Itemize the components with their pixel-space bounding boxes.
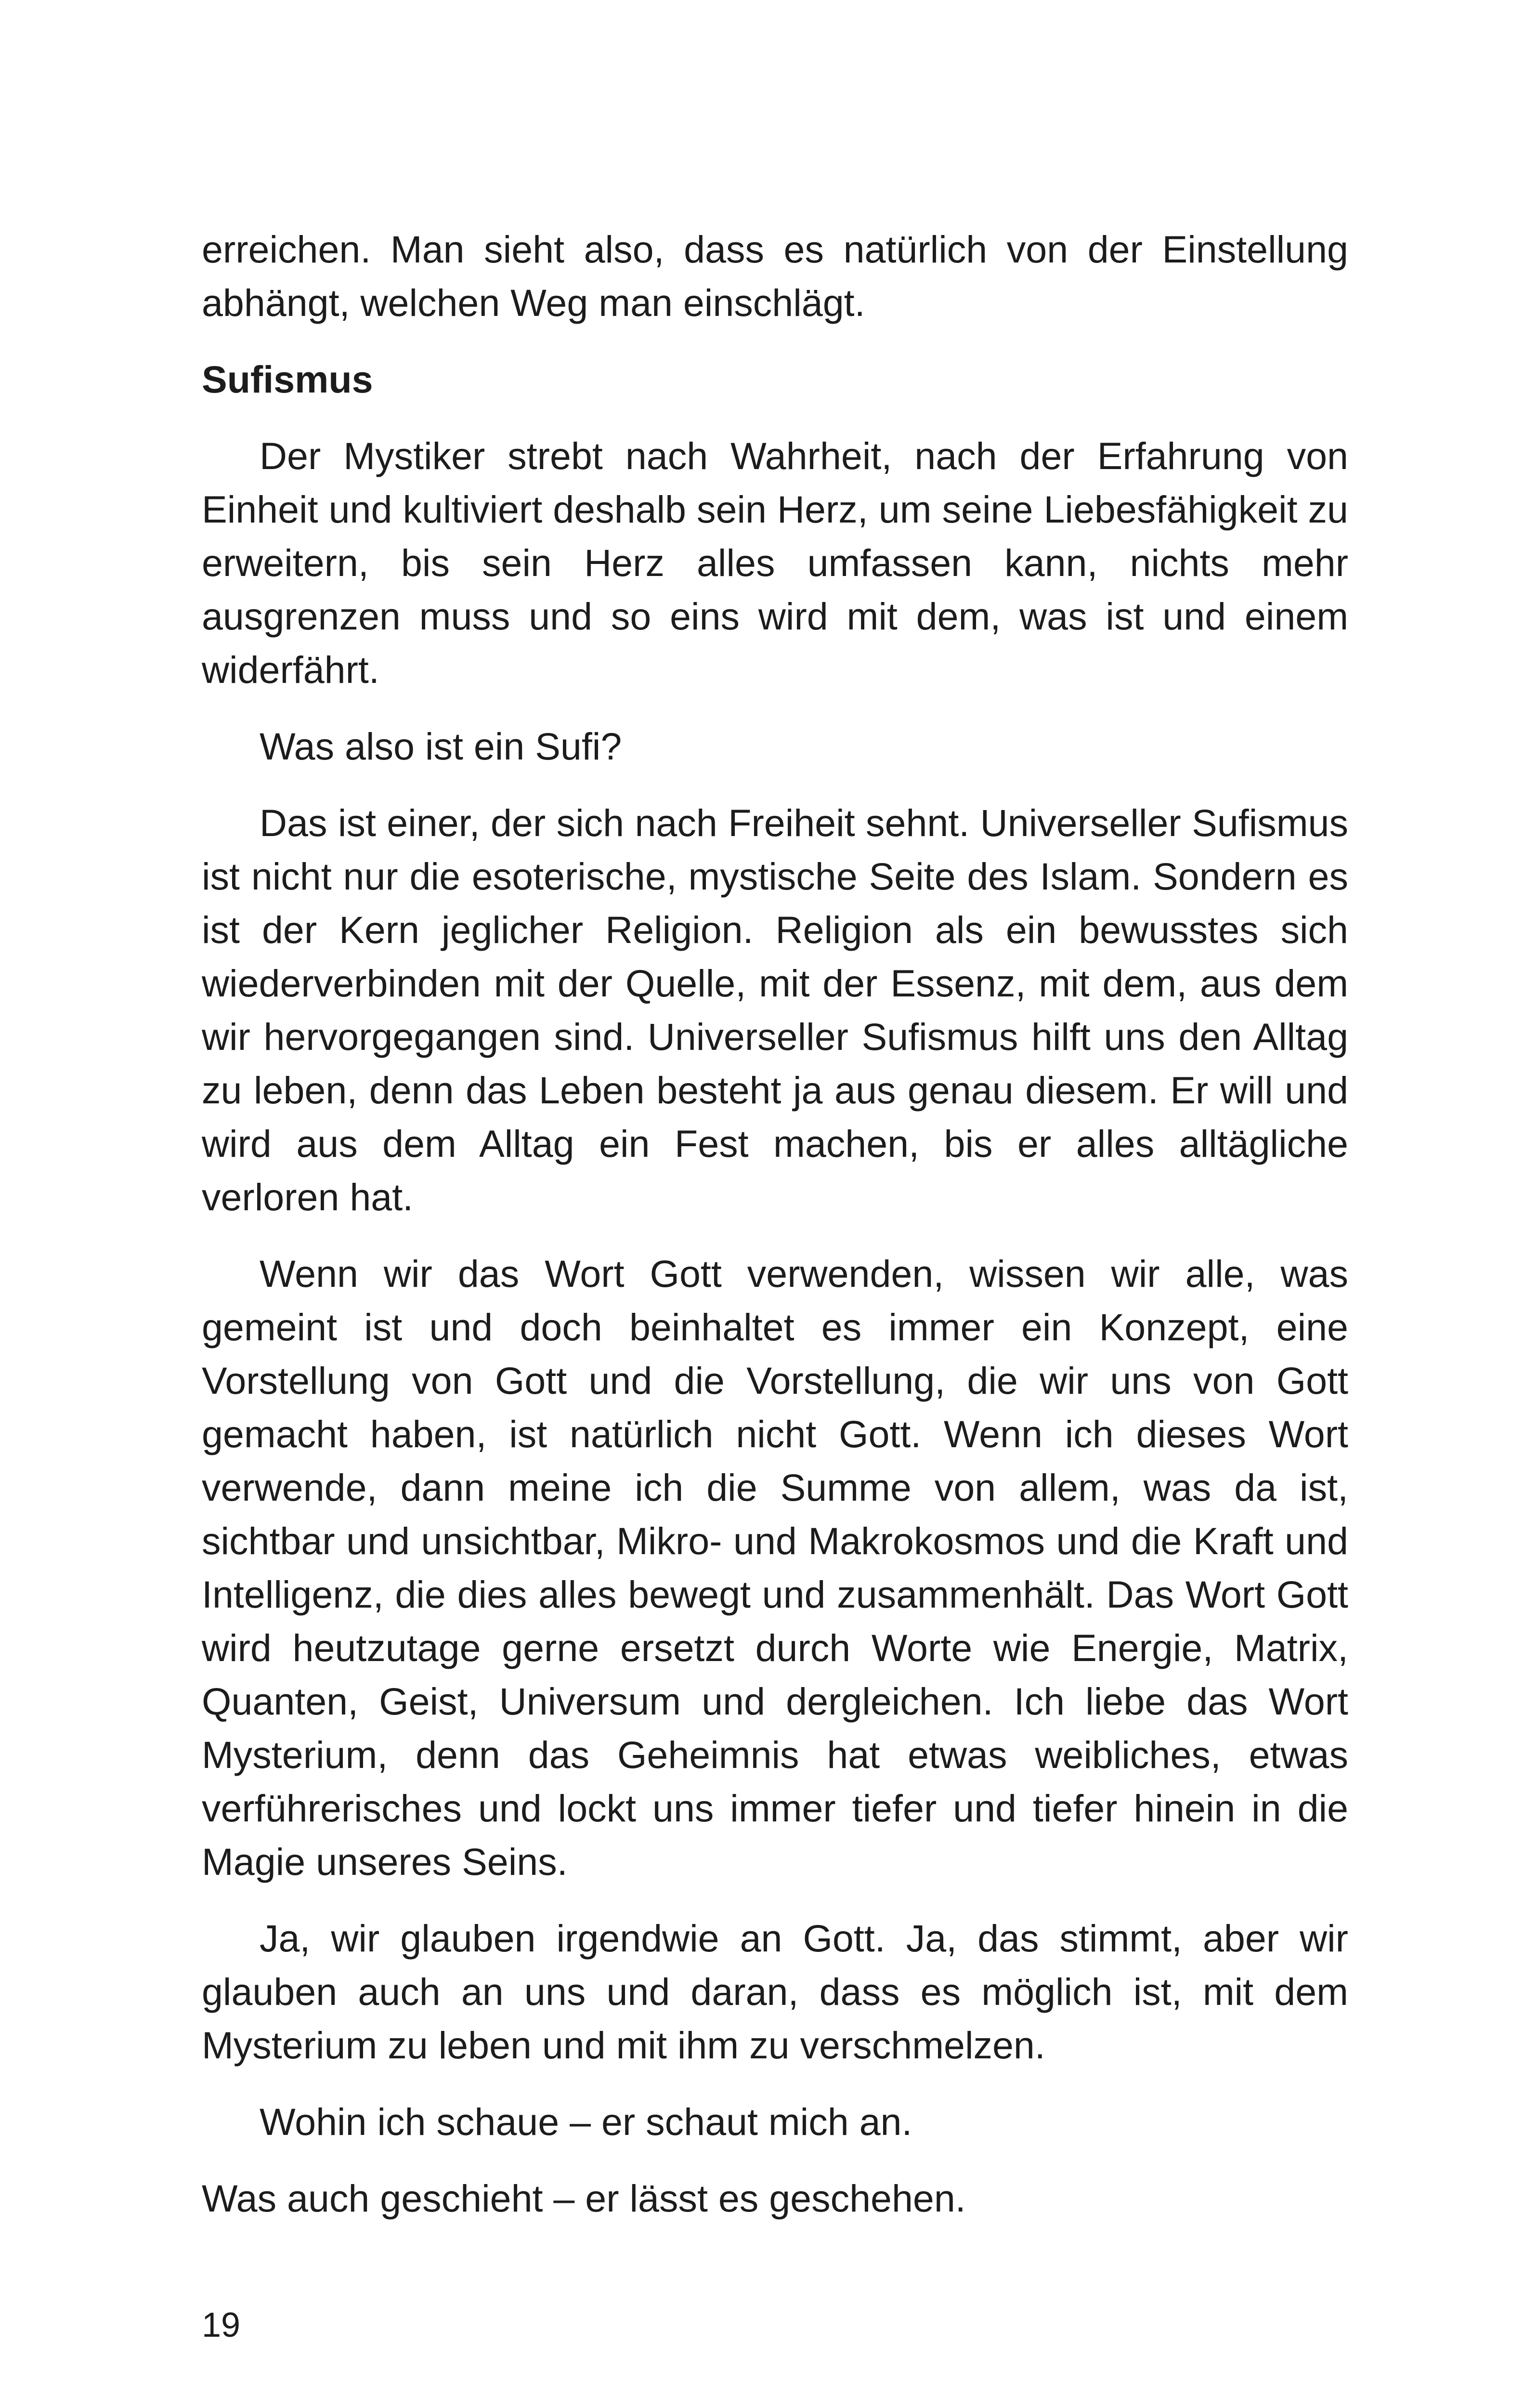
body-text xyxy=(202,222,1348,2248)
paragraph-verse-2: Was auch geschieht – er lässt es geschehen. xyxy=(202,2177,966,2220)
paragraph-intro: erreichen. Man sieht also, dass es natürlich von der Einstellung abhängt, welchen Weg man einschlägt. xyxy=(202,228,1348,324)
paragraph-god-word: Wenn wir das Wort Gott verwenden, wissen wir alle, was gemeint ist und doch beinhaltet es immer ein Konzept, eine Vorstellung von Gott und die Vorstellung, die wir uns von Gott gemacht haben, ist natürlich nicht Gott. Wenn ich dieses Wort verwende, dann meine ich die Summe von allem, was da ist, sichtbar und unsichtbar, Mikro- und Makrokosmos und die Kraft und Intelligenz, die dies alles bewegt und zusammenhält. Das Wort Gott wird heutzutage gerne ersetzt durch Worte wie Energie, Matrix, Quanten, Geist, Universum und dergleichen. Ich liebe das Wort Mysterium, denn das Geheimnis hat etwas weibliches, etwas verführerisches und lockt uns immer tiefer und tiefer hinein in die Magie unseres Seins. xyxy=(202,1252,1348,1883)
paragraph-question: Was also ist ein Sufi? xyxy=(260,725,622,768)
section-heading: Sufismus xyxy=(202,358,373,401)
paragraph-belief: Ja, wir glauben irgendwie an Gott. Ja, das stimmt, aber wir glauben auch an uns und daran, dass es möglich ist, mit dem Mysterium zu leben und mit ihm zu verschmelzen. xyxy=(202,1917,1348,2067)
page-number: 19 xyxy=(202,2306,241,2344)
paragraph-verse-1: Wohin ich schaue – er schaut mich an. xyxy=(260,2100,912,2143)
paragraph-sufi-definition: Das ist einer, der sich nach Freiheit sehnt. Universeller Sufismus ist nicht nur die esoterische, mystische Seite des Islam. Sondern es ist der Kern jeglicher Religion. Religion als ein bewusstes sich wiederverbinden mit der Quelle, mit der Essenz, mit dem, aus dem wir hervorgegangen sind. Universeller Sufismus hilft uns den Alltag zu leben, denn das Leben besteht ja aus genau diesem. Er will und wird aus dem Alltag ein Fest machen, bis er alles alltägliche verloren hat. xyxy=(202,801,1348,1218)
paragraph-mystic: Der Mystiker strebt nach Wahrheit, nach der Erfahrung von Einheit und kultiviert deshalb sein Herz, um seine Liebesfähigkeit zu erweitern, bis sein Herz alles umfassen kann, nichts mehr ausgrenzen muss und so eins wird mit dem, was ist und einem widerfährt. xyxy=(202,434,1348,691)
